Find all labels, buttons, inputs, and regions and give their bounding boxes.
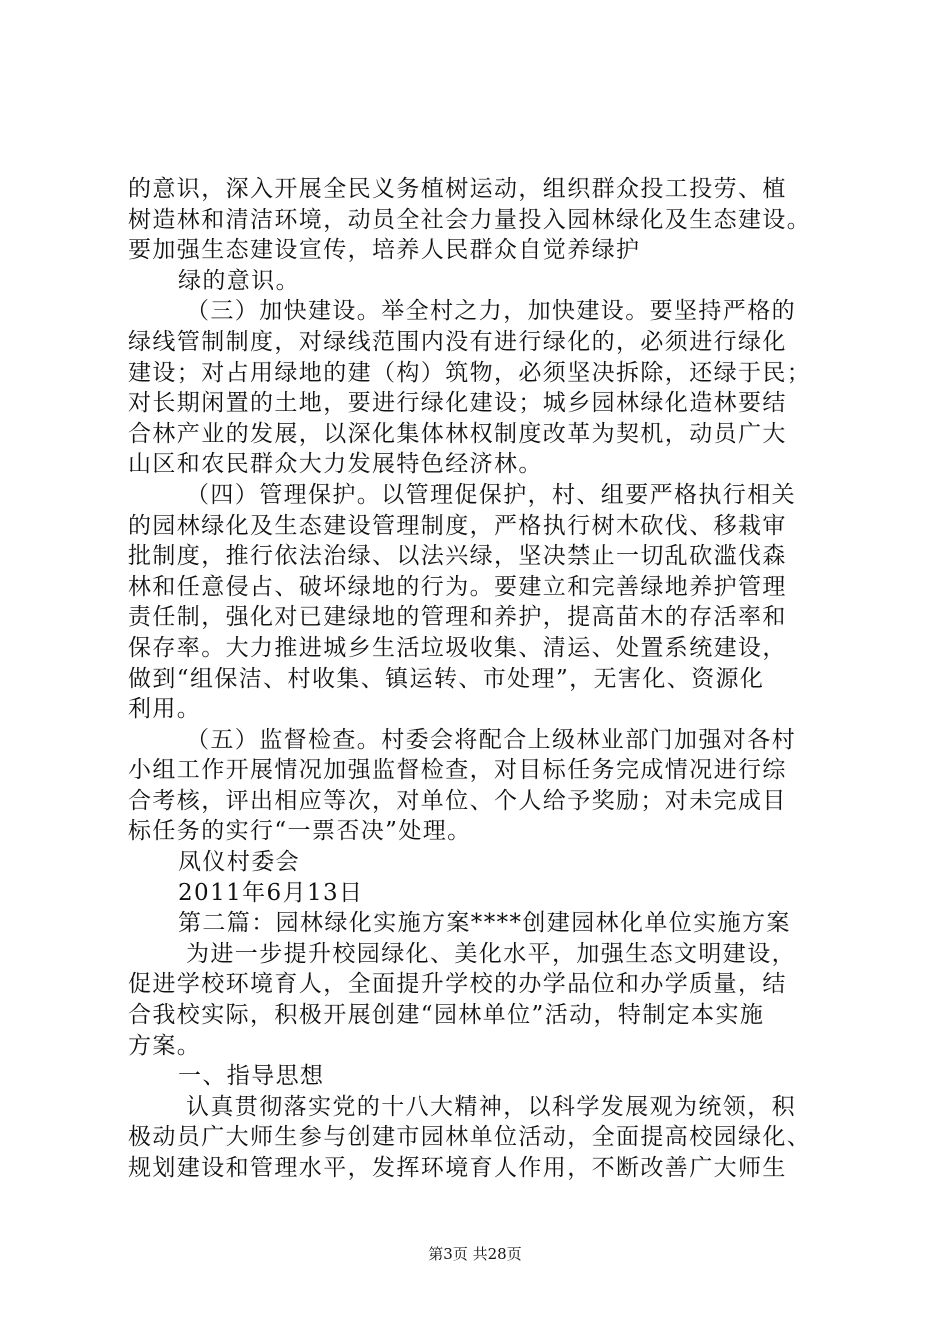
text-line: 要加强生态建设宣传，培养人民群众自觉养绿护 — [128, 237, 641, 264]
text-line: 为进一步提升校园绿化、美化水平，加强生态文明建设， — [186, 940, 796, 967]
text-line: 合考核，评出相应等次，对单位、个人给予奖励；对未完成目 — [128, 787, 787, 814]
text-line: 合林产业的发展，以深化集体林权制度改革为契机，动员广大 — [128, 420, 787, 447]
text-line: 对长期闲置的土地，要进行绿化建设；城乡园林绿化造林要结 — [128, 390, 787, 417]
section-heading-3: （三）加快建设。举全村之力，加快建设。要坚持严格的 — [186, 298, 796, 325]
signature-org: 凤仪村委会 — [178, 849, 300, 876]
chapter-title: 第二篇：园林绿化实施方案****创建园林化单位实施方案 — [178, 910, 791, 937]
page-footer: 第3页 共28页 — [428, 1245, 522, 1263]
text-line: 合我校实际，积极开展创建“园林单位”活动，特制定本实施 — [128, 1002, 765, 1029]
text-line: 责任制，强化对已建绿地的管理和养护，提高苗木的存活率和 — [128, 604, 787, 631]
text-line: 山区和农民群众大力发展特色经济林。 — [128, 451, 543, 478]
section-heading-4: （四）管理保护。以管理促保护，村、组要严格执行相关 — [186, 481, 796, 508]
text-line: 树造林和清洁环境，动员全社会力量投入园林绿化及生态建设。 — [128, 206, 812, 233]
body-text — [128, 174, 838, 1184]
text-line: 规划建设和管理水平，发挥环境育人作用，不断改善广大师生 — [128, 1155, 787, 1181]
signature-date: 2011年6月13日 — [178, 879, 364, 906]
text-line: 林和任意侵占、破坏绿地的行为。要建立和完善绿地养护管理 — [128, 573, 787, 600]
text-line: 利用。 — [128, 696, 202, 723]
text-line: 的园林绿化及生态建设管理制度，严格执行树木砍伐、移栽审 — [128, 512, 787, 539]
text-line: 的意识，深入开展全民义务植树运动，组织群众投工投劳、植 — [128, 176, 787, 202]
text-line: 促进学校环境育人，全面提升学校的办学品位和办学质量，结 — [128, 971, 787, 998]
text-line: 认真贯彻落实党的十八大精神，以科学发展观为统领，积 — [186, 1093, 796, 1120]
text-line: 保存率。大力推进城乡生活垃圾收集、清运、处置系统建设， — [128, 634, 787, 661]
text-line: 绿线管制制度，对绿线范围内没有进行绿化的，必须进行绿化 — [128, 328, 787, 355]
text-line: 方案。 — [128, 1032, 202, 1059]
text-line: 建设；对占用绿地的建（构）筑物，必须坚决拆除，还绿于民； — [128, 359, 812, 386]
section-heading-5: （五）监督检查。村委会将配合上级林业部门加强对各村 — [186, 726, 796, 753]
section-heading-guiding-thought: 一、指导思想 — [178, 1063, 325, 1090]
text-line: 极动员广大师生参与创建市园林单位活动，全面提高校园绿化、 — [128, 1124, 812, 1151]
text-line: 标任务的实行“一票否决”处理。 — [128, 818, 472, 845]
text-line: 批制度，推行依法治绿、以法兴绿，坚决禁止一切乱砍滥伐森 — [128, 543, 787, 570]
text-line: 小组工作开展情况加强监督检查，对目标任务完成情况进行综 — [128, 757, 787, 784]
text-line: 做到“组保洁、村收集、镇运转、市处理”，无害化、资源化 — [128, 665, 765, 692]
text-line: 绿的意识。 — [178, 267, 300, 294]
